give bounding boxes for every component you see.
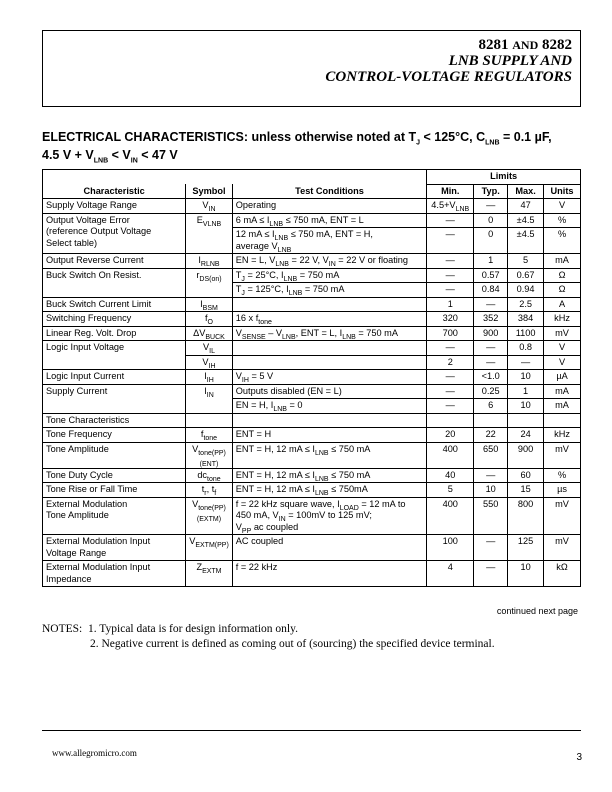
table-row: Supply Current $I_{IN}$ Outputs disabled (EN = L) — 0.25 1 mA (43, 384, 581, 399)
header-box (42, 30, 581, 107)
electrical-characteristics-table (42, 169, 581, 587)
header-blank (43, 170, 427, 185)
table-row: Switching Frequency $f_O$ 16 x $f_{tone}$ 320 352 384 kHz (43, 312, 581, 327)
title-part-and: AND (512, 38, 539, 52)
table-row: Tone Characteristics (43, 413, 581, 428)
table-row: 12 mA ≤ $I_{LNB} \le 750$ mA, ENT = H, average $V_{LNB}$ — 0 ±4.5 % (43, 228, 581, 254)
table-row: Logic Input Current $I_{IH}$ $V_{IH} = 5$ V — <1.0 10 µA (43, 370, 581, 385)
col-header: Characteristic (43, 184, 186, 199)
note-1: 1. Typical data is for design information only. (88, 623, 298, 635)
col-header: Symbol (186, 184, 233, 199)
page-number: 3 (576, 752, 582, 763)
table-row: External Modulation Input Voltage Range $V_{EXTM(PP)}$ AC coupled 100 — 125 mV (43, 535, 581, 561)
table-body (43, 199, 581, 587)
col-header: Test Conditions (232, 184, 426, 199)
table-row: Tone Duty Cycle $dc_{tone}$ ENT = H, 12 mA ≤ $I_{LNB} \le 750$ mA 40 — 60 % (43, 468, 581, 483)
limits-header: Limits (427, 170, 581, 185)
table-row: Tone Rise or Fall Time $t_r$, $t_f$ ENT = H, 12 mA ≤ $I_{LNB} \le 750mA$ 5 10 15 µs (43, 483, 581, 498)
col-header: Max. (508, 184, 544, 199)
conditions-heading: ELECTRICAL CHARACTERISTICS: unless otherwise noted at $T_J < 125^\circ C$, $C_{LNB} = 0.1$ µF, 4.5 $V + V_{LNB} < V_{IN} < 47$ V (42, 130, 552, 165)
table-row: Output Reverse Current $I_{RLNB}$ EN = L, $V_{LNB} = 22$ V, $V_{IN} = 22$ V or floating — 1 5 mA (43, 254, 581, 269)
title-part: 8281 (478, 37, 513, 53)
table-row: $T_J = 125^\circ C$, $I_{LNB} = 750$ mA — 0.84 0.94 Ω (43, 283, 581, 298)
col-header: Units (544, 184, 581, 199)
col-header: Typ. (474, 184, 508, 199)
title-line-2: LNB SUPPLY AND (448, 53, 572, 69)
table-row: Supply Voltage Range $V_{IN}$ Operating $4.5+V_{LNB}$ — 47 V (43, 199, 581, 214)
table-row: Output Voltage Error (reference Output Voltage Select table) $E_{VLNB}$ 6 mA ≤ $I_{LNB} \le 750$ mA, ENT = L — 0 ±4.5 % (43, 213, 581, 228)
notes-label: NOTES: (42, 623, 83, 635)
table-row: External Modulation Input Impedance $Z_{EXTM}$ f = 22 kHz 4 — 10 kΩ (43, 561, 581, 587)
title-part: 8282 (538, 37, 572, 53)
table-row: Tone Frequency $f_{tone}$ ENT = H 20 22 24 kHz (43, 428, 581, 443)
col-header: Min. (427, 184, 474, 199)
table-row: Linear Reg. Volt. Drop $\Delta V_{BUCK}$ $V_{SENSE} - V_{LNB}$, ENT = L, $I_{LNB} = 750$ mA 700 900 1100 mV (43, 326, 581, 341)
footer-divider (42, 730, 581, 731)
note-2: 2. Negative current is defined as coming out of (sourcing) the specified device terminal. (90, 638, 495, 650)
website-link[interactable]: www.allegromicro.com (52, 748, 137, 758)
table-row: Tone Amplitude $V_{tone(PP)(ENT)}$ ENT = H, 12 mA ≤ $I_{LNB} \le 750$ mA 400 650 900 mV (43, 442, 581, 468)
table-row: Buck Switch On Resist. $r_{DS(on)}$ $T_J = 25^\circ C$, $I_{LNB} = 750$ mA — 0.57 0.67 Ω (43, 268, 581, 283)
notes (42, 622, 495, 652)
document-title (325, 37, 572, 85)
table-row: $V_{IH}$ 2 — — V (43, 355, 581, 370)
table-row: External Modulation Tone Amplitude $V_{tone(PP)(EXTM)}$ f = 22 kHz square wave, $I_{LOAD} = 12$ mA to 450 mA, $V_{IN} = 100mV$ to 125 mV; $V_{PP}$ ac coupled 400 550 800 mV (43, 497, 581, 535)
continued-note: continued next page (496, 606, 578, 616)
table-row: Logic Input Voltage $V_{IL}$ — — 0.8 V (43, 341, 581, 356)
title-line-3: CONTROL-VOLTAGE REGULATORS (325, 69, 572, 85)
table-row: Buck Switch Current Limit $I_{BSM}$ 1 — 2.5 A (43, 297, 581, 312)
table-row: EN = H, $I_{LNB} = 0$ — 6 10 mA (43, 399, 581, 414)
